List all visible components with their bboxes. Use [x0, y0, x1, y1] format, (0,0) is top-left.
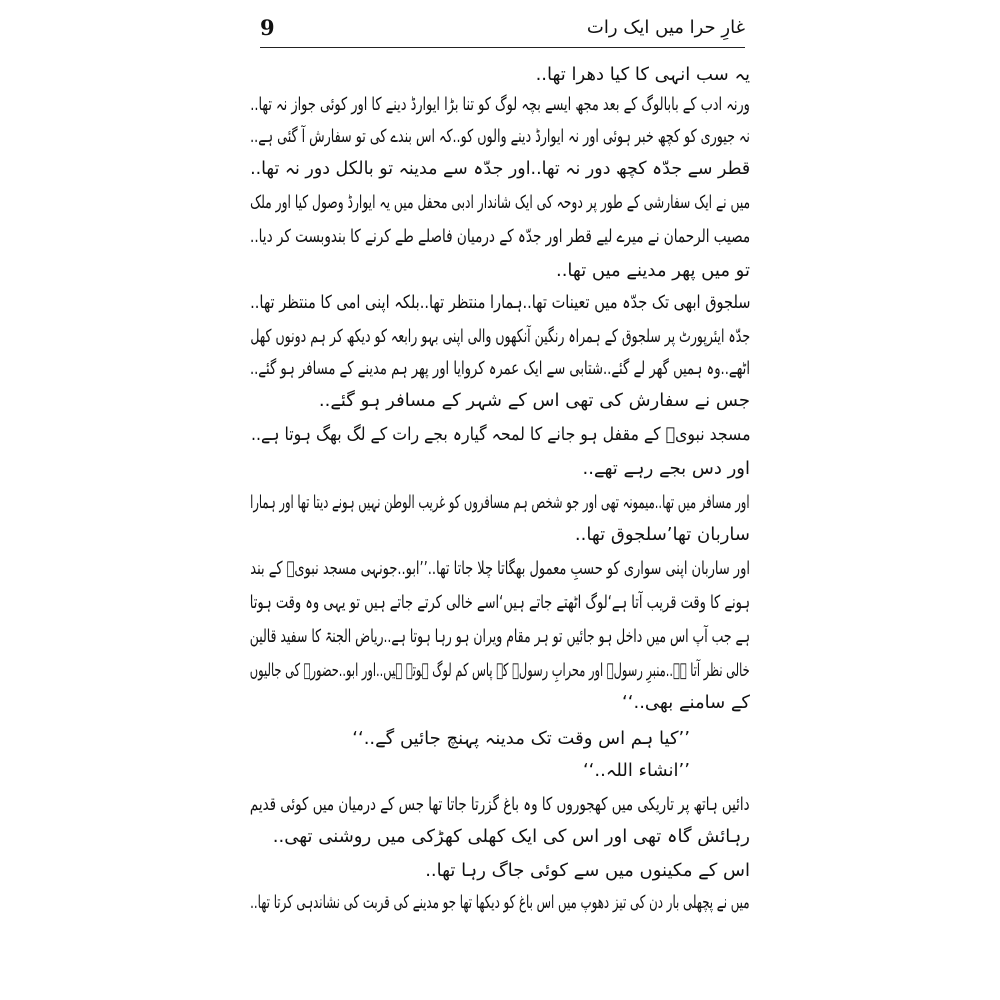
text-line: اٹھے..وہ ہمیں گھر لے گئے..شتابی سے ایک عمرہ کروایا اور پھر ہم مدینے کے مسافر ہو گئے.. [249, 358, 750, 379]
text-line: مصیب الرحمان نے میرے لیے قطر اور جدّہ کے درمیان فاصلے طے کرنے کا بندوبست کر دیا.. [249, 226, 750, 247]
text-line: جدّہ ایئرپورٹ پر سلجوق کے ہمراہ رنگین آنکھوں والی اپنی بہو رابعہ کو دیکھ کر ہم دونوں کھل [250, 326, 750, 347]
page-number: 9 [260, 15, 275, 40]
text-line: کے سامنے بھی..‘‘ [622, 692, 750, 713]
text-line: ’’انشاء اللہ..‘‘ [582, 760, 690, 781]
text-line: ساربان تھا’سلجوق تھا.. [574, 524, 750, 545]
text-line: ہونے کا وقت قریب آتا ہے‘لوگ اٹھتے جاتے ہیں‘اسے خالی کرتے جاتے ہیں تو یہی وہ وقت ہوتا [249, 592, 750, 613]
text-line: اور مسافر میں تھا..میمونہ تھی اور جو شخص ہم مسافروں کو غریب الوطن نہیں ہونے دیتا تھا اور ہمارا [250, 492, 750, 513]
text-line: خالی نظر آتا ہے..منبرِ رسولؐ اور محرابِ رسولؐ کے پاس کم لوگ ہوتے ہیں..اور ابو..حضورؐ کی جالیوں [250, 660, 750, 681]
text-line: تو میں پھر مدینے میں تھا.. [555, 260, 750, 281]
text-line: یہ سب انہی کا کیا دھرا تھا.. [535, 64, 750, 85]
text-line: نہ جیوری کو کچھ خبر ہوئی اور نہ ایوارڈ دینے والوں کو..کہ اس بندے کی تو سفارش آ گئی ہے.. [250, 126, 750, 147]
text-line: اور دس بجے رہے تھے.. [582, 458, 750, 479]
text-line: رہائش گاہ تھی اور اس کی ایک کھلی کھڑکی میں روشنی تھی.. [272, 826, 750, 847]
text-line: ’’کیا ہم اس وقت تک مدینہ پہنچ جائیں گے..‘‘ [352, 728, 690, 749]
text-line: دائیں ہاتھ پر تاریکی میں کھجوروں کا وہ باغ گزرتا جاتا تھا جس کے درمیان میں کوئی قدیم [250, 794, 750, 815]
text-line: سلجوق ابھی تک جدّہ میں تعینات تھا..ہمارا منتظر تھا..بلکہ اپنی امی کا منتظر تھا.. [249, 292, 750, 313]
running-title: غارِ حرا میں ایک رات [586, 17, 745, 38]
text-line: ورنہ ادب کے بابالوگ کے بعد مجھ ایسے بچہ لوگ کو تنا بڑا ایوارڈ دینے کا اور کوئی جواز نہ تھا.. [250, 94, 750, 115]
text-line: قطر سے جدّہ کچھ دور نہ تھا..اور جدّہ سے مدینہ تو بالکل دور نہ تھا.. [249, 158, 750, 179]
text-line: جس نے سفارش کی تھی اس کے شہر کے مسافر ہو گئے.. [318, 390, 750, 411]
text-line: میں نے پچھلی بار دن کی تیز دھوپ میں اس باغ کو دیکھا تھا جو مدینے کی قربت کی نشاندہی کرتا تھا.. [250, 892, 750, 913]
text-line: مسجد نبویؐ کے مقفل ہو جانے کا لمحہ گیارہ بجے رات کے لگ بھگ ہوتا ہے.. [250, 424, 750, 445]
text-line: میں نے ایک سفارشی کے طور پر دوحہ کی ایک شاندار ادبی محفل میں یہ ایوارڈ وصول کیا اور ملک [250, 192, 750, 213]
text-line: اور ساربان اپنی سواری کو حسبِ معمول بھگاتا چلا جاتا تھا..’’ابو..جونہی مسجد نبویؐ کے بند [250, 558, 750, 579]
text-line: اس کے مکینوں میں سے کوئی جاگ رہا تھا.. [425, 860, 750, 881]
text-line: ہے جب آپ اس میں داخل ہو جائیں تو ہر مقام ویران ہو رہا ہوتا ہے..ریاض الجنۃ کا سفید قالین [249, 626, 750, 647]
